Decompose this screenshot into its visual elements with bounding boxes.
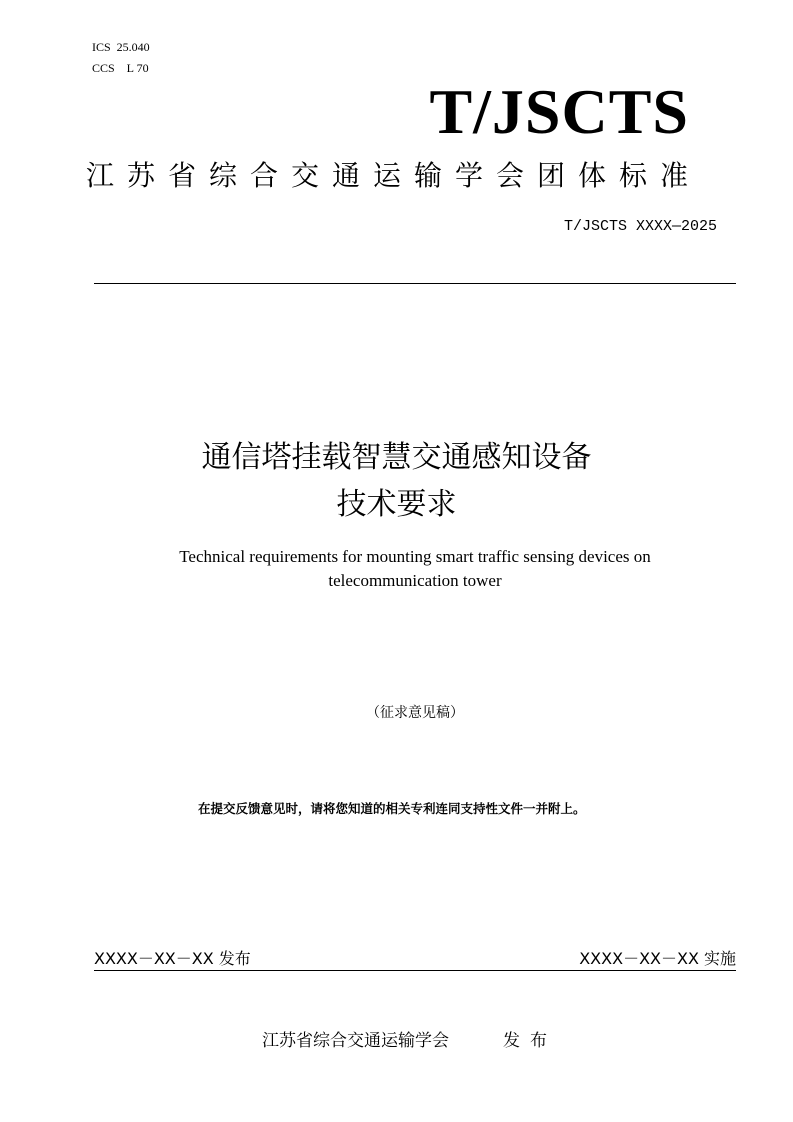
title-en-line1: Technical requirements for mounting smart traffic sensing devices on [179,547,651,566]
title-zh-line2: 技术要求 [336,487,457,522]
organization-title: 江苏省综合交通运输学会团体标准 [86,159,702,192]
issuer-name: 江苏省综合交通运输学会 [262,1031,449,1051]
title-en-line2: telecommunication tower [328,571,502,590]
header-divider [94,283,736,284]
ics-code: ICS 25.040 [92,40,150,54]
standard-number: T/JSCTS XXXX—2025 [563,218,717,235]
ccs-code: CCS L 70 [92,61,149,75]
draft-label: （征求意见稿） [366,705,464,721]
footer-divider [94,970,736,971]
issue-label: 发布 [503,1031,557,1051]
publish-date: XXXX－XX－XX 发布 [94,949,251,968]
title-zh-line1: 通信塔挂载智慧交通感知设备 [201,440,592,475]
standard-logo: T/JSCTS [429,76,689,147]
implement-date: XXXX－XX－XX 实施 [579,949,736,968]
patent-notice: 在提交反馈意见时，请将您知道的相关专利连同支持性文件一并附上。 [198,801,586,816]
